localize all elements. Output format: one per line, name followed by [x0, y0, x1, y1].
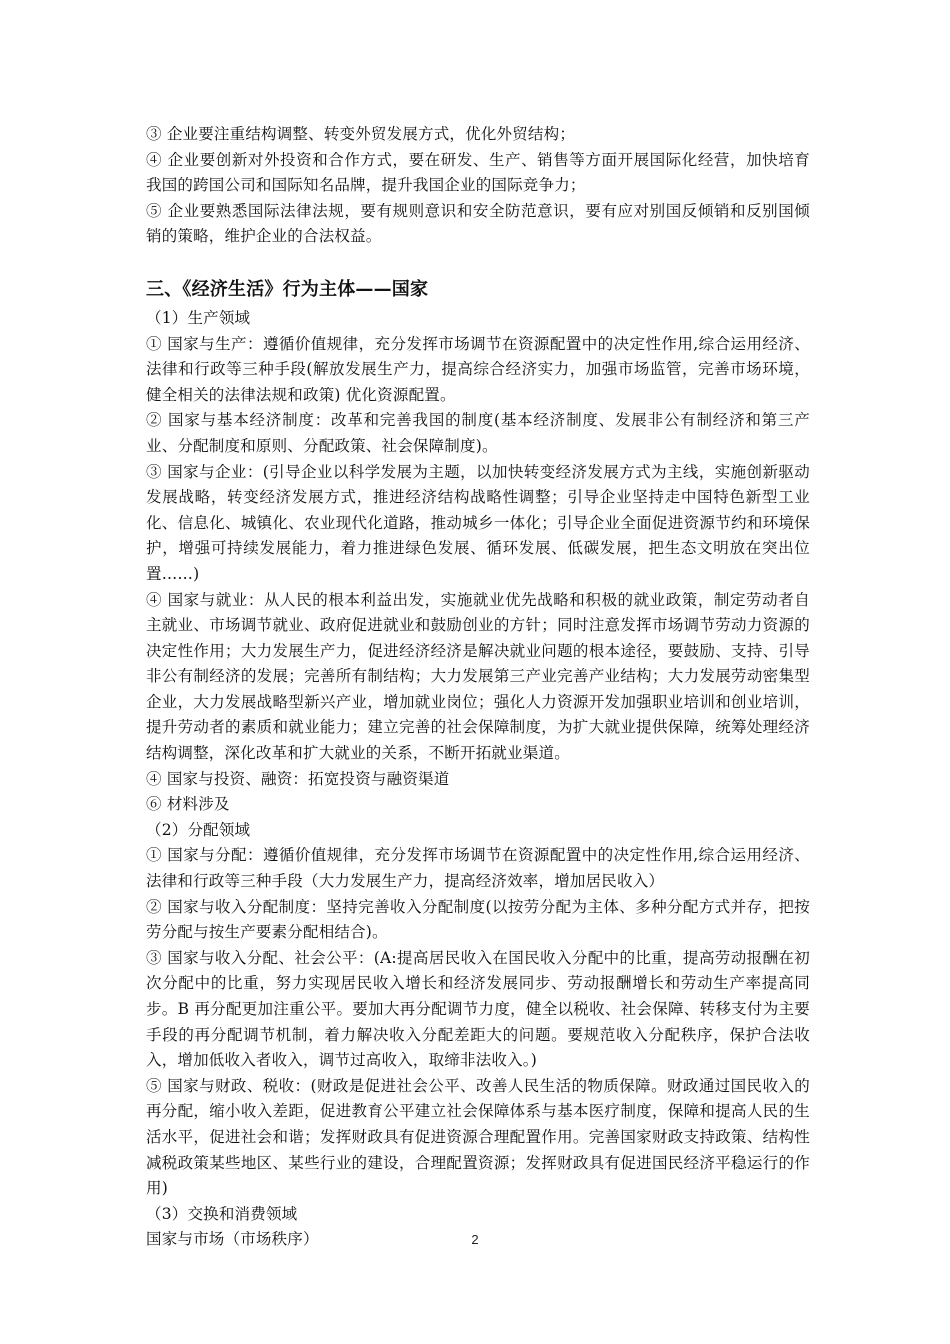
- subsection-label: （2）分配领域: [146, 820, 251, 839]
- paragraph: 国家与市场（市场秩序）: [146, 1230, 319, 1249]
- document-body: [146, 122, 810, 1253]
- paragraph: ① 国家与生产：遵循价值规律，充分发挥市场调节在资源配置中的决定性作用,综合运用经济、法律和行政等三种手段(解放发展生产力，提高综合经济实力，加强市场监管，完善市场环境，健全相关的法律法规和政策) 优化资源配置。: [146, 334, 810, 404]
- paragraph: ② 国家与基本经济制度：改革和完善我国的制度(基本经济制度、发展非公有制经济和第三产业、分配制度和原则、分配政策、社会保障制度)。: [146, 411, 810, 455]
- paragraph: ③ 国家与企业：(引导企业以科学发展为主题，以加快转变经济发展方式为主线，实施创新驱动发展战略，转变经济发展方式，推进经济结构战略性调整；引导企业坚持走中国特色新型工业化、信息化、城镇化、农业现代化道路，推动城乡一体化；引导企业全面促进资源节约和环境保护，增强可持续发展能力，着力推进绿色发展、循环发展、低碳发展，把生态文明放在突出位置……): [146, 462, 810, 583]
- paragraph: ⑤ 国家与财政、税收：(财政是促进社会公平、改善人民生活的物质保障。财政通过国民收入的再分配，缩小收入差距，促进教育公平建立社会保障体系与基本医疗制度，保障和提高人民的生活水平，促进社会和谐；发挥财政具有促进资源合理配置作用。完善国家财政支持政策、结构性减税政策某些地区、某些行业的建设，合理配置资源；发挥财政具有促进国民经济平稳运行的作用): [146, 1076, 810, 1198]
- subsection-label: （1）生产领域: [146, 308, 251, 327]
- paragraph: ④ 国家与投资、融资：拓宽投资与融资渠道: [146, 769, 450, 788]
- section-heading: 三、《经济生活》行为主体——国家: [146, 278, 429, 300]
- subsection-label: （3）交换和消费领域: [146, 1204, 298, 1223]
- paragraph: ③ 国家与收入分配、社会公平：(A:提高居民收入在国民收入分配中的比重，提高劳动报酬在初次分配中的比重，努力实现居民收入增长和经济发展同步、劳动报酬增长和劳动生产率提高同步。B 再分配更加注重公平。要加大再分配调节力度，健全以税收、社会保障、转移支付为主要手段的再分配调节机制，着力解决收入分配差距大的问题。要规范收入分配秩序，保护合法收入，增加低收入者收入，调节过高收入，取缔非法收入。): [146, 948, 810, 1070]
- paragraph: ③ 企业要注重结构调整、转变外贸发展方式，优化外贸结构；: [146, 125, 576, 143]
- paragraph: ① 国家与分配：遵循价值规律，充分发挥市场调节在资源配置中的决定性作用,综合运用经济、法律和行政等三种手段（大力发展生产力，提高经济效率，增加居民收入）: [146, 846, 810, 891]
- page-number: 2: [471, 1232, 479, 1247]
- paragraph: ② 国家与收入分配制度：坚持完善收入分配制度(以按劳分配为主体、多种分配方式并存，把按劳分配与按生产要素分配相结合)。: [146, 897, 810, 942]
- paragraph: ④ 国家与就业：从人民的根本利益出发，实施就业优先战略和积极的就业政策，制定劳动者自主就业、市场调节就业、政府促进就业和鼓励创业的方针；同时注意发挥市场调节劳动力资源的决定性作用；大力发展生产力，促进经济经济是解决就业问题的根本途径，要鼓励、支持、引导非公有制经济的发展；完善所有制结构；大力发展第三产业完善产业结构；大力发展劳动密集型企业，大力发展战略型新兴产业，增加就业岗位；强化人力资源开发加强职业培训和创业培训，提升劳动者的素质和就业能力；建立完善的社会保障制度，为扩大就业提供保障，统筹处理经济结构调整，深化改革和扩大就业的关系，不断开拓就业渠道。: [146, 590, 810, 763]
- paragraph: ⑥ 材料涉及: [146, 795, 230, 814]
- paragraph: ⑤ 企业要熟悉国际法律法规，要有规则意识和安全防范意识，要有应对别国反倾销和反别国倾销的策略，维护企业的合法权益。: [146, 201, 810, 246]
- paragraph: ④ 企业要创新对外投资和合作方式，要在研发、生产、销售等方面开展国际化经营，加快培育我国的跨国公司和国际知名品牌，提升我国企业的国际竞争力；: [146, 150, 810, 195]
